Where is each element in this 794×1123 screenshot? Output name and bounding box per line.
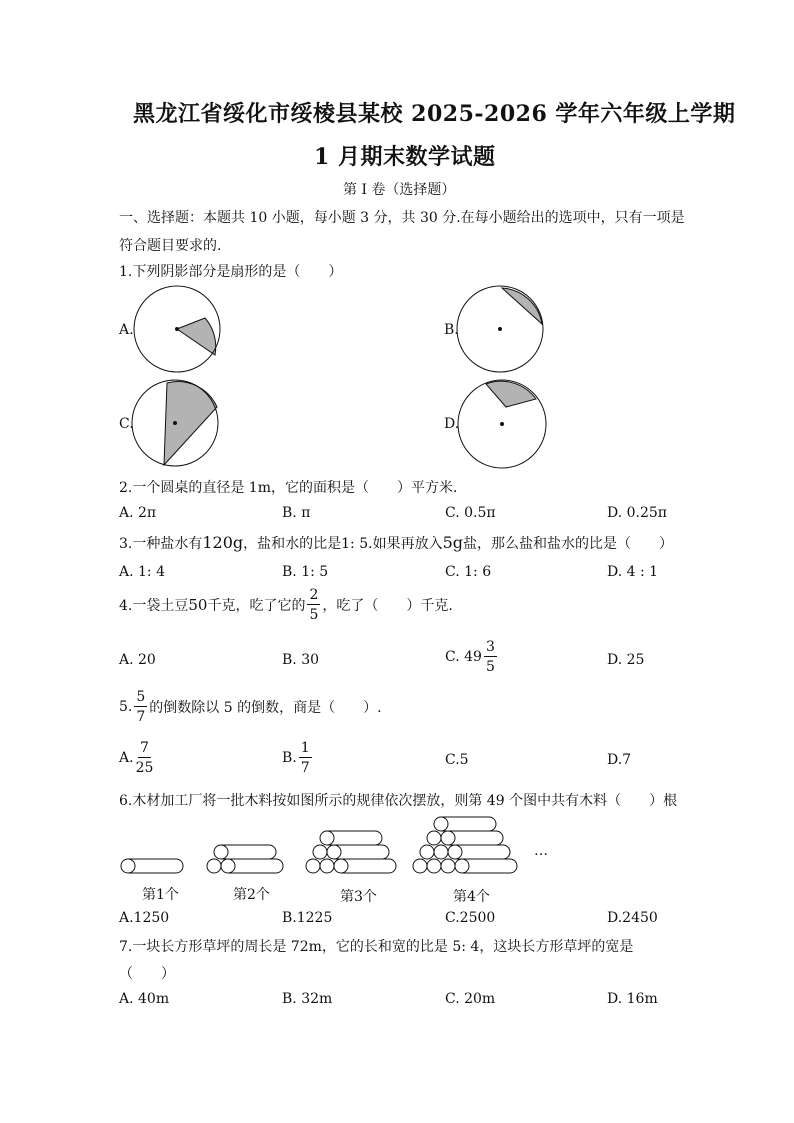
q3-option-c: C. 1: 6	[445, 564, 492, 580]
q3-stem-part: 盐，那么盐和盐水的比是（ ）	[463, 536, 673, 552]
q7-option-c: C. 20m	[445, 991, 496, 1007]
q1-option-c-label: C.	[119, 416, 134, 432]
log-end	[327, 845, 341, 859]
q5-frac-den: 7	[136, 709, 146, 725]
log-row	[434, 817, 496, 831]
q3-salt-water-mass: 120g	[202, 533, 244, 552]
log-body	[455, 845, 510, 859]
q3-option-b: B. 1: 5	[282, 564, 329, 580]
log-end	[207, 859, 221, 873]
log-end	[434, 817, 448, 831]
exam-title-line2: 1 月期末数学试题	[314, 144, 496, 170]
q7-option-a: A. 40m	[119, 991, 170, 1007]
q5-prefix: 5.	[119, 699, 133, 715]
q6-option-d: D.2450	[607, 910, 658, 926]
log-body	[334, 845, 389, 859]
q4-option-b: B. 30	[282, 652, 320, 668]
log-end	[434, 845, 448, 859]
q6-caption-3: 第3个	[340, 889, 377, 905]
log-end	[121, 859, 135, 873]
log-row	[214, 845, 276, 859]
log-row	[413, 859, 517, 873]
log-row	[420, 845, 510, 859]
log-end	[441, 859, 455, 873]
q6-caption-4: 第4个	[453, 889, 490, 905]
q4-option-d: D. 25	[607, 652, 645, 668]
log-row	[313, 845, 389, 859]
log-end	[455, 859, 469, 873]
q5-option-b-den: 7	[300, 760, 310, 776]
q7-option-b: B. 32m	[282, 991, 333, 1007]
log-end	[427, 859, 441, 873]
q5-option-d: D.7	[607, 752, 632, 768]
q5-stem-text: 的倒数除以 5 的倒数，商是（ ）.	[149, 700, 382, 716]
q6-caption-1: 第1个	[142, 887, 179, 903]
q6-option-c: C.2500	[445, 910, 496, 926]
q3-ratio: 1: 5	[341, 536, 369, 552]
log-body	[441, 817, 496, 831]
q4-stem-part: 千克，吃了它的	[207, 598, 306, 614]
log-end	[320, 859, 334, 873]
q2-option-a: A. 2π	[119, 505, 157, 521]
q3-stem-part: .如果再放入	[368, 536, 443, 552]
log-end	[413, 859, 427, 873]
q3-added-salt: 5g	[442, 533, 463, 552]
q5-option-a-label: A.	[119, 750, 134, 766]
q4-option-c-den: 5	[485, 659, 495, 675]
log-body	[221, 845, 276, 859]
q5-option-b-label: B.	[282, 750, 297, 766]
log-end	[448, 845, 462, 859]
q6-ellipsis: …	[534, 843, 548, 859]
log-end	[427, 831, 441, 845]
log-body	[327, 831, 382, 845]
log-end	[420, 845, 434, 859]
log-end	[214, 845, 228, 859]
section-intro-line1: 一、选择题：本题共 10 小题，每小题 3 分，共 30 分.在每小题给出的选项中，只有一项是	[119, 210, 685, 226]
q1-option-d-label: D.	[444, 416, 460, 432]
log-body	[448, 831, 503, 845]
q7-stem-line2: （ ）	[119, 966, 175, 982]
q7-option-d: D. 16m	[607, 991, 658, 1007]
q4-frac-den: 5	[309, 607, 319, 623]
q3-stem-part: ，盐和水的比是	[243, 536, 342, 552]
q2-option-c: C. 0.5π	[445, 505, 496, 521]
q5-option-c: C.5	[445, 752, 469, 768]
q3-option-d: D. 4 : 1	[607, 564, 659, 580]
q6-option-b: B.1225	[282, 910, 333, 926]
log-end	[334, 859, 348, 873]
q4-option-c-whole: C. 49	[445, 649, 482, 665]
q4-weight: 50	[188, 596, 208, 614]
q4-frac-num: 2	[309, 587, 319, 603]
q2-option-b: B. π	[282, 505, 311, 521]
log-row	[306, 859, 396, 873]
q3-stem-part: 3.一种盐水有	[119, 536, 203, 552]
q5-option-a-den: 25	[135, 760, 154, 776]
q5-option-b-num: 1	[300, 740, 310, 756]
log-row	[121, 859, 183, 873]
q6-caption-2: 第2个	[233, 887, 270, 903]
q6-stem: 6.木材加工厂将一批木料按如图所示的规律依次摆放，则第 49 个图中共有木料（ ）根	[119, 793, 678, 809]
q6-option-a: A.1250	[119, 910, 170, 926]
exam-title-line1: 黑龙江省绥化市绥棱县某校 2025-2026 学年六年级上学期	[133, 101, 736, 127]
q4-option-c-num: 3	[485, 639, 495, 655]
log-end	[320, 831, 334, 845]
q3-option-a: A. 1: 4	[119, 564, 165, 580]
log-body	[128, 859, 183, 873]
log-end	[221, 859, 235, 873]
q1-option-a-label: A.	[119, 322, 134, 338]
log-end	[441, 831, 455, 845]
log-row	[207, 859, 283, 873]
q7-stem-line1: 7.一块长方形草坪的周长是 72m，它的长和宽的比是 5: 4，这块长方形草坪的宽是	[119, 939, 634, 955]
q1-stem: 1.下列阴影部分是扇形的是（ ）	[119, 264, 343, 280]
log-body	[228, 859, 283, 873]
q2-stem: 2.一个圆桌的直径是 1m，它的面积是（ ）平方米.	[119, 480, 458, 496]
log-body	[462, 859, 517, 873]
log-row	[320, 831, 382, 845]
q5-option-a-num: 7	[140, 740, 149, 756]
section-intro-line2: 符合题目要求的.	[119, 238, 222, 254]
q4-stem-part: 4.一袋土豆	[119, 598, 189, 614]
q1-option-b-label: B.	[444, 322, 459, 338]
volume-heading: 第 I 卷（选择题）	[343, 182, 456, 198]
q5-frac-num: 5	[136, 689, 146, 705]
log-body	[341, 859, 396, 873]
log-end	[306, 859, 320, 873]
q2-option-d: D. 0.25π	[607, 505, 667, 521]
log-row	[427, 831, 503, 845]
log-end	[313, 845, 327, 859]
q4-option-a: A. 20	[119, 652, 156, 668]
q4-stem-part: ，吃了（ ）千克.	[322, 598, 453, 614]
